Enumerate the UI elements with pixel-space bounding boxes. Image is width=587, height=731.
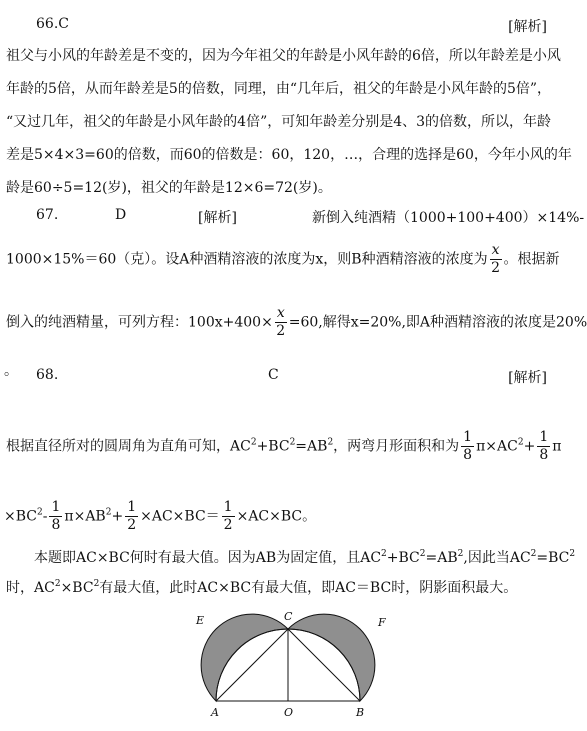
q68-line-1: 根据直径所对的圆周角为直角可知，$AC^2+BC^2=AB^2$，两弯月形面积和为 $\frac{1}{8}$ $\pi\times AC^2+$ $\frac{1}{8}$ π xyxy=(6,429,562,463)
q68-paragraph-2-line-2: 时，$AC^2\times BC^2$有最大值，此时AC×BC有最大值，即AC＝BC时，阴影面积最大。 xyxy=(6,579,518,596)
q66-line-3: “又过几年，祖父的年龄是小风年龄的4倍”，可知年龄差分别是4、3的倍数，所以，年龄 xyxy=(6,114,552,130)
fraction-x-over-2: $\frac{x}{2}$ xyxy=(276,305,286,339)
fraction-one-half: $\frac{1}{2}$ xyxy=(127,499,137,533)
q66-line-1: 祖父与小风的年龄差是不变的，因为今年祖父的年龄是小风年龄的6倍，所以年龄差是小风 xyxy=(6,48,561,64)
q68-number: 68. xyxy=(36,367,59,383)
label-f: F xyxy=(378,616,386,629)
q67-line-3 xyxy=(6,305,587,340)
q67-line-4: 。 xyxy=(4,363,18,379)
q67-head-text: 新倒入纯酒精（1000+100+400）×14%- xyxy=(312,210,585,226)
q67-analysis-tag: [解析] xyxy=(198,210,237,226)
q68-analysis-tag: [解析] xyxy=(508,370,547,386)
q66-line-4: 差是5×4×3=60的倍数，而60的倍数是：60，120，…，合理的选择是60，今年小风的年 xyxy=(6,147,572,163)
q68-answer: C xyxy=(268,367,279,383)
q67-line-3-text: 倒入的纯酒精量，可列方程：100x+400× xyxy=(6,314,273,331)
lune-geometry-figure xyxy=(190,608,390,728)
q67-line-2 xyxy=(6,242,560,277)
q68-line-2: $\times BC^2-$ $\frac{1}{8}$ $\pi\times AB^2+$ $\frac{1}{2}$ ×AC×BC＝ $\frac{1}{2}$ ×AC×BC。 xyxy=(4,499,317,533)
q66-line-5: 龄是60÷5=12(岁)，祖父的年龄是12×6=72(岁)。 xyxy=(6,180,332,196)
fraction-one-half: $\frac{1}{2}$ xyxy=(223,499,233,533)
label-c: C xyxy=(284,610,293,623)
q67-line-2-text: 1000×15%＝60（克）。设A种酒精溶液的浓度为x，则B种酒精溶液的浓度为 xyxy=(6,251,488,268)
q66-analysis-tag: [解析] xyxy=(508,19,547,35)
q66-line-2: 年龄的5倍，从而年龄差是5的倍数，同理，由“几年后，祖父的年龄是小风年龄的5倍”， xyxy=(6,81,552,97)
q67-line-2-tail: 。根据新 xyxy=(503,251,560,268)
label-a: A xyxy=(211,706,219,719)
q66-number: 66.C xyxy=(36,16,69,32)
right-lune-shaded xyxy=(288,614,375,701)
left-lune-shaded xyxy=(201,614,288,701)
q67-answer: D xyxy=(115,207,127,223)
label-e: E xyxy=(196,614,205,627)
q68-paragraph-2-line-1: 本题即AC×BC何时有最大值。因为AB为固定值，且$AC^2+BC^2=AB^2$,因此当$AC^2=BC^2$ xyxy=(34,549,576,566)
fraction-one-eighth: $\frac{1}{8}$ xyxy=(539,429,549,463)
label-b: B xyxy=(356,706,365,719)
q67-line-3-tail: =60,解得x=20%,即A种酒精溶液的浓度是20% xyxy=(288,314,587,331)
label-o: O xyxy=(284,706,294,719)
fraction-one-eighth: $\frac{1}{8}$ xyxy=(51,499,61,533)
q67-number: 67. xyxy=(36,207,59,223)
fraction-x-over-2: $\frac{x}{2}$ xyxy=(491,242,500,276)
fraction-one-eighth: $\frac{1}{8}$ xyxy=(463,429,473,463)
